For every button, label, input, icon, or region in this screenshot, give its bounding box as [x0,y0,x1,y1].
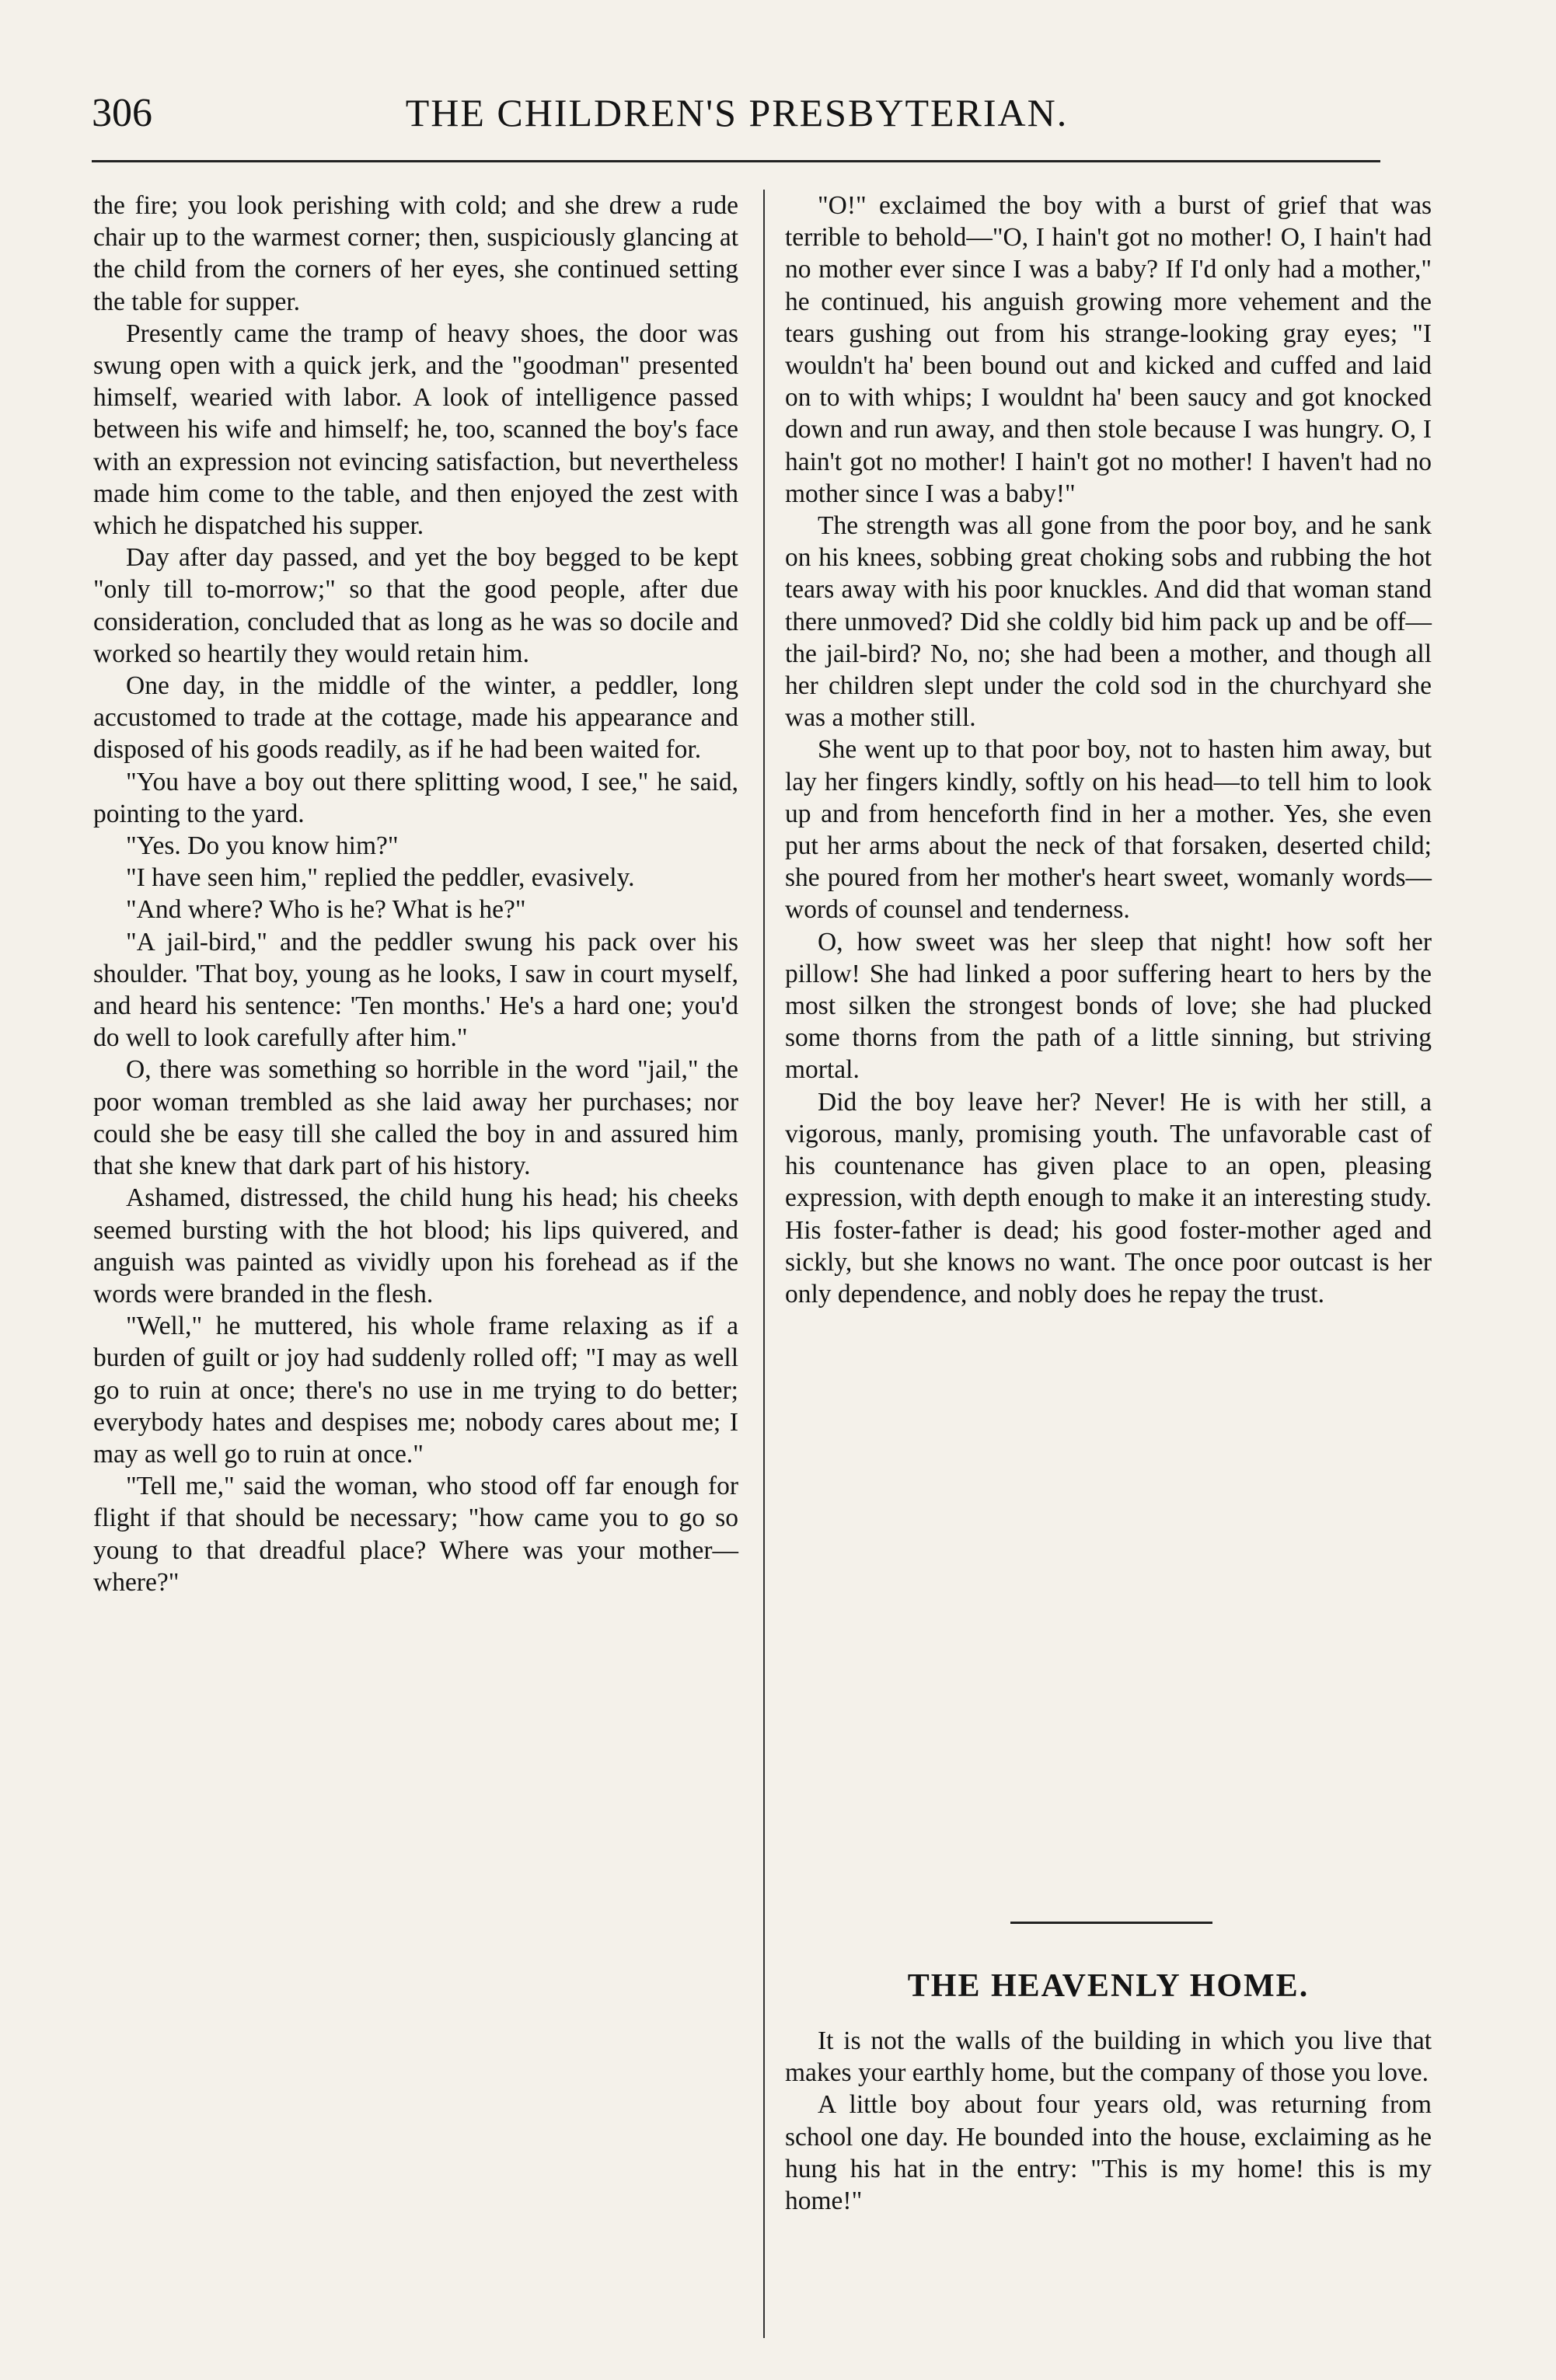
paragraph: "You have a boy out there splitting wood, I see," he said, pointing to the yard. [93,767,738,828]
section-rule [1010,1922,1212,1924]
section-body [785,2025,1432,2217]
paragraph: Day after day passed, and yet the boy begged to be kept "only till to-morrow;" so that the good people, after due consideration, concluded that as long as he was so docile and worked so heartily they would retain him. [93,543,738,668]
running-title: THE CHILDREN'S PRESBYTERIAN. [405,91,1069,134]
header-rule [92,160,1380,162]
paragraph: "Yes. Do you know him?" [126,831,399,861]
page-header [92,84,1382,146]
paragraph: Ashamed, distressed, the child hung his head; his cheeks seemed bursting with the hot blood; his lips quivered, and anguish was painted as vividly upon his forehead as if the words were branded in the flesh. [93,1183,738,1308]
paragraph: "Well," he muttered, his whole frame relaxing as if a burden of guilt or joy had suddenly rolled off; "I may as well go to ruin at once; there's no use in me trying to do better; everybody hates and despises me; nobody cares about me; I may as well go to ruin at once." [93,1312,738,1469]
paragraph: The strength was all gone from the poor boy, and he sank on his knees, sobbing great choking sobs and rubbing the hot tears away with his poor knuckles. And did that woman stand there unmoved? Did she coldly bid him pack up and be off—the jail-bird? No, no; she had been a mother, and though all her children slept under the cold sod in the churchyard she was a mother still. [785,511,1432,733]
section-title: THE HEAVENLY HOME. [907,1968,1310,2004]
paragraph: A little boy about four years old, was returning from school one day. He bounded into the house, exclaiming as he hung his hat in the entry: "This is my home! this is my home!" [785,2090,1432,2216]
paragraph: "I have seen him," replied the peddler, evasively. [126,863,635,893]
paragraph: "O!" exclaimed the boy with a burst of grief that was terrible to behold—"O, I hain't got no mother! O, I hain't had no mother ever since I was a baby? If I'd only had a mother," he continued, his anguish growing more vehement and the tears gushing out from his strange-looking gray eyes; "I wouldn't ha' been bound out and kicked and cuffed and laid on to with whips; I wouldnt ha' been saucy and got knocked down and run away, and then stole because I was hungry. O, I hain't got no mother! I hain't got no mother! I haven't had no mother since I was a baby!" [785,191,1432,508]
left-column [93,190,738,1598]
paragraph: the fire; you look perishing with cold; and she drew a rude chair up to the warmest corner; then, suspiciously glancing at the child from the corners of her eyes, she continued setting the table for supper. [93,191,738,316]
paragraph: O, there was something so horrible in the word "jail," the poor woman trembled as she laid away her purchases; nor could she be easy till she called the boy in and assured him that she knew that dark part of his history. [93,1055,738,1181]
page-number: 306 [92,91,152,135]
paragraph: It is not the walls of the building in which you live that makes your earthly home, but the company of those you love. [785,2026,1432,2088]
paragraph: "Tell me," said the woman, who stood off far enough for flight if that should be necessary; "how came you to go so young to that dreadful place? Where was your mother—where?" [93,1472,738,1597]
paragraph: She went up to that poor boy, not to hasten him away, but lay her fingers kindly, softly on his head—to tell him to look up and from henceforth find in her a mother. Yes, she even put her arms about the neck of that forsaken, deserted child; she poured from her mother's heart sweet, womanly words—words of counsel and tenderness. [785,735,1432,925]
column-divider [763,190,765,2338]
right-column [785,190,1432,1310]
paragraph: One day, in the middle of the winter, a peddler, long accustomed to trade at the cottage, made his appearance and disposed of his goods readily, as if he had been waited for. [93,671,738,765]
paragraph: O, how sweet was her sleep that night! how soft her pillow! She had linked a poor suffering heart to hers by the most silken the strongest bonds of love; she had plucked some thorns from the path of a little sinning, but striving mortal. [785,927,1432,1085]
paragraph: Did the boy leave her? Never! He is with her still, a vigorous, manly, promising youth. The unfavorable cast of his countenance has given place to an open, pleasing expression, with depth enough to make it an interesting study. His foster-father is dead; his good foster-mother aged and sickly, but she knows no want. The once poor outcast is her only dependence, and nobly does he repay the trust. [785,1087,1432,1308]
paragraph: "A jail-bird," and the peddler swung his pack over his shoulder. 'That boy, young as he looks, I saw in court myself, and heard his sentence: 'Ten months.' He's a hard one; you'd do well to look carefully after him." [93,927,738,1053]
paragraph: "And where? Who is he? What is he?" [126,895,526,925]
paragraph: Presently came the tramp of heavy shoes, the door was swung open with a quick jerk, and the "goodman" presented himself, wearied with labor. A look of intelligence passed between his wife and himself; he, too, scanned the boy's face with an expression not evincing satisfaction, but nevertheless made him come to the table, and then enjoyed the zest with which he dispatched his supper. [93,319,738,541]
